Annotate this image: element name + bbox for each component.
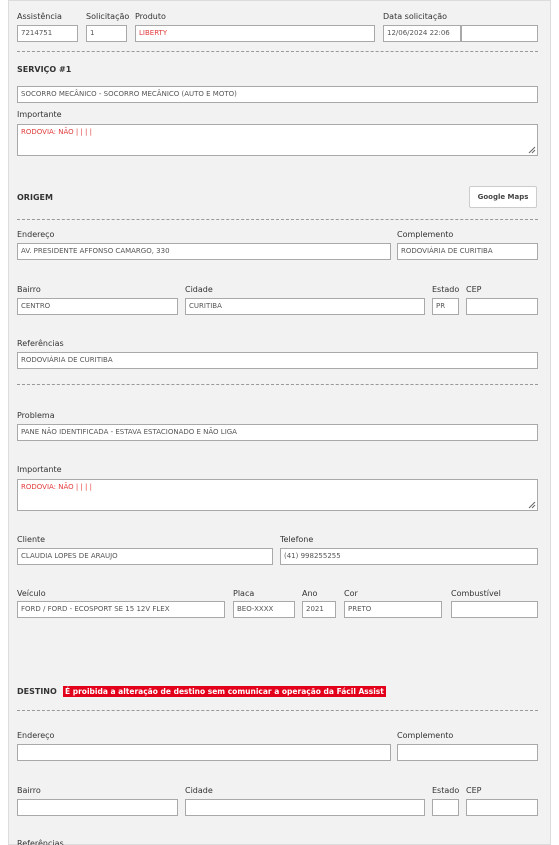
origem-cidade-label: Cidade [185,285,213,294]
origem-endereco-field[interactable]: AV. PRESIDENTE AFFONSO CAMARGO, 330 [17,243,391,260]
destino-referencias-label: Referências [17,839,64,845]
destino-estado-field[interactable] [432,799,459,816]
origem-bairro-label: Bairro [17,285,41,294]
placa-label: Placa [233,589,255,598]
cliente-field[interactable]: CLAUDIA LOPES DE ARAUJO [17,548,273,565]
problema-label: Problema [17,411,55,420]
data-solicitacao-field[interactable]: 12/06/2024 22:06 [383,25,461,42]
destino-cep-label: CEP [466,786,482,795]
destino-warning-badge: É proibida a alteração de destino sem comunicar a operação da Fácil Assist [65,687,384,696]
destino-bairro-label: Bairro [17,786,41,795]
destino-cidade-label: Cidade [185,786,213,795]
placa-field[interactable]: BEO-XXXX [233,601,295,618]
origem-estado-label: Estado [432,285,460,294]
cliente-label: Cliente [17,535,46,544]
destino-bairro-field[interactable] [17,799,178,816]
destino-complemento-label: Complemento [397,731,454,740]
problema-field[interactable]: PANE NÃO IDENTIFICADA - ESTAVA ESTACIONADO E NÃO LIGA [17,424,538,441]
ano-field[interactable]: 2021 [302,601,336,618]
produto-field[interactable]: LIBERTY [135,25,375,42]
assistencia-field[interactable]: 7214751 [17,25,78,42]
servico-importante-textarea[interactable] [17,124,538,156]
assistencia-label: Assistência [17,12,62,21]
origem-referencias-field[interactable]: RODOVIÁRIA DE CURITIBA [17,352,538,369]
origem-complemento-field[interactable]: RODOVIÁRIA DE CURITIBA [397,243,538,260]
data-solicitacao-label: Data solicitação [383,12,448,21]
servico-importante-label: Importante [17,110,62,119]
veiculo-label: Veículo [17,589,46,598]
resize-grip-icon[interactable] [528,146,536,154]
destino-endereco-field[interactable] [17,744,391,761]
origem-cidade-field[interactable]: CURITIBA [185,298,425,315]
detalhes-importante-text: RODOVIA: NÃO | | | | [21,483,92,491]
telefone-field[interactable]: (41) 998255255 [280,548,538,565]
detalhes-importante-label: Importante [17,465,62,474]
destino-endereco-label: Endereço [17,731,55,740]
hora-field[interactable] [461,25,538,42]
destino-title: DESTINO [17,687,57,696]
divider [17,710,538,711]
google-maps-button[interactable]: Google Maps [469,186,537,208]
divider [17,51,538,52]
divider [17,384,538,385]
resize-grip-icon[interactable] [528,501,536,509]
produto-label: Produto [135,12,166,21]
origem-cep-field[interactable] [466,298,538,315]
servico-title: SERVIÇO #1 [17,65,72,74]
divider [17,219,538,220]
destino-cidade-field[interactable] [185,799,425,816]
origem-title: ORIGEM [17,193,53,202]
ano-label: Ano [302,589,318,598]
destino-complemento-field[interactable] [397,744,538,761]
telefone-label: Telefone [280,535,314,544]
combustivel-field[interactable] [451,601,538,618]
solicitacao-field[interactable]: 1 [86,25,127,42]
destino-estado-label: Estado [432,786,460,795]
veiculo-field[interactable]: FORD / FORD - ECOSPORT SE 15 12V FLEX [17,601,225,618]
destino-cep-field[interactable] [466,799,538,816]
servico-importante-text: RODOVIA: NÃO | | | | [21,128,92,136]
combustivel-label: Combustível [451,589,501,598]
origem-endereco-label: Endereço [17,230,55,239]
origem-estado-field[interactable]: PR [432,298,459,315]
cor-label: Cor [344,589,358,598]
servico-field[interactable]: SOCORRO MECÂNICO - SOCORRO MECÂNICO (AUTO E MOTO) [17,86,538,103]
origem-complemento-label: Complemento [397,230,454,239]
origem-bairro-field[interactable]: CENTRO [17,298,178,315]
detalhes-importante-textarea[interactable] [17,479,538,511]
cor-field[interactable]: PRETO [344,601,442,618]
solicitacao-label: Solicitação [86,12,130,21]
origem-cep-label: CEP [466,285,482,294]
origem-referencias-label: Referências [17,339,64,348]
